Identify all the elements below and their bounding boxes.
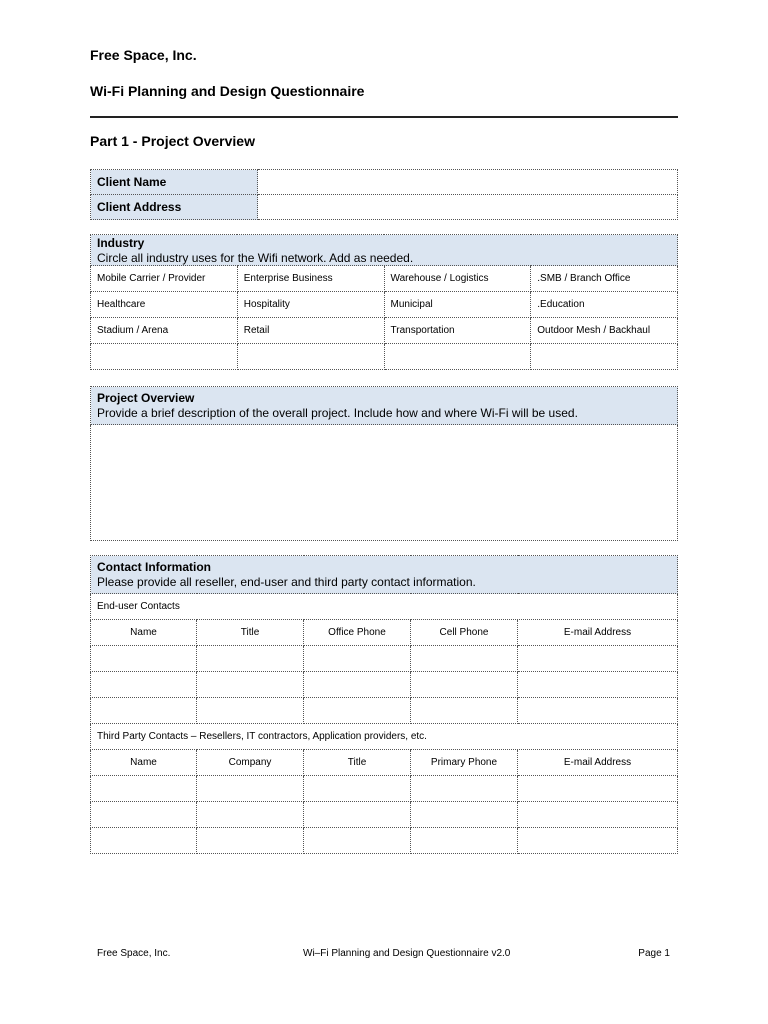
third-party-row (91, 776, 678, 802)
table-cell[interactable] (518, 828, 678, 854)
client-info-table (90, 169, 678, 220)
column-header: Primary Phone (411, 750, 518, 776)
table-cell[interactable] (197, 698, 304, 724)
industry-row (91, 292, 678, 318)
column-header: Name (91, 750, 197, 776)
industry-option[interactable]: Warehouse / Logistics (384, 266, 531, 292)
contact-info-description: Please provide all reseller, end-user and third party contact information. (97, 575, 476, 589)
table-cell[interactable] (304, 776, 411, 802)
client-name-field[interactable] (258, 170, 678, 195)
table-cell[interactable] (91, 802, 197, 828)
client-address-label: Client Address (91, 195, 258, 220)
project-overview-header (91, 387, 678, 425)
end-user-header-row (91, 620, 678, 646)
column-header: Cell Phone (411, 620, 518, 646)
table-cell[interactable] (197, 646, 304, 672)
industry-other-field[interactable] (531, 344, 678, 370)
table-cell[interactable] (304, 646, 411, 672)
column-header: Office Phone (304, 620, 411, 646)
industry-option[interactable]: Healthcare (91, 292, 238, 318)
column-header: Name (91, 620, 197, 646)
footer-page-number: Page 1 (638, 948, 670, 959)
column-header: Title (304, 750, 411, 776)
project-overview-title: Project Overview (97, 391, 195, 405)
footer-company: Free Space, Inc. (97, 948, 171, 959)
third-party-row (91, 828, 678, 854)
table-cell[interactable] (197, 776, 304, 802)
document-title: Wi-Fi Planning and Design Questionnaire (90, 83, 365, 99)
third-party-contacts-label: Third Party Contacts – Resellers, IT contractors, Application providers, etc. (91, 724, 678, 750)
industry-option[interactable]: Retail (237, 318, 384, 344)
client-address-row (91, 195, 678, 220)
contact-info-header (91, 556, 678, 594)
client-name-row (91, 170, 678, 195)
industry-row (91, 266, 678, 292)
table-cell[interactable] (411, 828, 518, 854)
table-cell[interactable] (197, 802, 304, 828)
table-cell[interactable] (518, 698, 678, 724)
industry-row (91, 318, 678, 344)
contact-info-table (90, 555, 678, 854)
table-cell[interactable] (411, 802, 518, 828)
industry-option[interactable]: Mobile Carrier / Provider (91, 266, 238, 292)
table-cell[interactable] (304, 828, 411, 854)
end-user-row (91, 672, 678, 698)
industry-header (91, 235, 678, 266)
column-header: E-mail Address (518, 620, 678, 646)
table-cell[interactable] (518, 776, 678, 802)
table-cell[interactable] (197, 672, 304, 698)
table-cell[interactable] (91, 672, 197, 698)
table-cell[interactable] (518, 802, 678, 828)
industry-title: Industry (97, 236, 145, 250)
industry-option[interactable]: Hospitality (237, 292, 384, 318)
table-cell[interactable] (91, 646, 197, 672)
title-divider (90, 116, 678, 118)
client-address-field[interactable] (258, 195, 678, 220)
client-name-label: Client Name (91, 170, 258, 195)
industry-other-field[interactable] (91, 344, 238, 370)
table-cell[interactable] (411, 776, 518, 802)
industry-option[interactable]: Municipal (384, 292, 531, 318)
end-user-row (91, 698, 678, 724)
industry-other-field[interactable] (237, 344, 384, 370)
footer-document-title: Wi–Fi Planning and Design Questionnaire v2.0 (303, 948, 511, 959)
table-cell[interactable] (518, 672, 678, 698)
contact-info-title: Contact Information (97, 560, 211, 574)
table-cell[interactable] (91, 828, 197, 854)
project-overview-table (90, 386, 678, 541)
industry-option[interactable]: Stadium / Arena (91, 318, 238, 344)
table-cell[interactable] (411, 646, 518, 672)
column-header: E-mail Address (518, 750, 678, 776)
industry-option[interactable]: .SMB / Branch Office (531, 266, 678, 292)
table-cell[interactable] (91, 776, 197, 802)
project-overview-description: Provide a brief description of the overall project. Include how and where Wi-Fi will be used. (97, 406, 578, 420)
project-overview-field[interactable] (91, 425, 678, 541)
industry-option[interactable]: Transportation (384, 318, 531, 344)
industry-other-field[interactable] (384, 344, 531, 370)
third-party-row (91, 802, 678, 828)
industry-option[interactable]: .Education (531, 292, 678, 318)
table-cell[interactable] (91, 698, 197, 724)
column-header: Company (197, 750, 304, 776)
industry-option[interactable]: Outdoor Mesh / Backhaul (531, 318, 678, 344)
company-name: Free Space, Inc. (90, 47, 197, 63)
table-cell[interactable] (304, 698, 411, 724)
industry-description: Circle all industry uses for the Wifi network. Add as needed. (97, 251, 414, 265)
table-cell[interactable] (411, 672, 518, 698)
industry-table (90, 234, 678, 370)
part-title: Part 1 - Project Overview (90, 133, 255, 149)
third-party-header-row (91, 750, 678, 776)
industry-option[interactable]: Enterprise Business (237, 266, 384, 292)
column-header: Title (197, 620, 304, 646)
end-user-contacts-label: End-user Contacts (91, 594, 678, 620)
industry-row-blank (91, 344, 678, 370)
table-cell[interactable] (518, 646, 678, 672)
end-user-row (91, 646, 678, 672)
table-cell[interactable] (304, 672, 411, 698)
table-cell[interactable] (197, 828, 304, 854)
table-cell[interactable] (411, 698, 518, 724)
table-cell[interactable] (304, 802, 411, 828)
